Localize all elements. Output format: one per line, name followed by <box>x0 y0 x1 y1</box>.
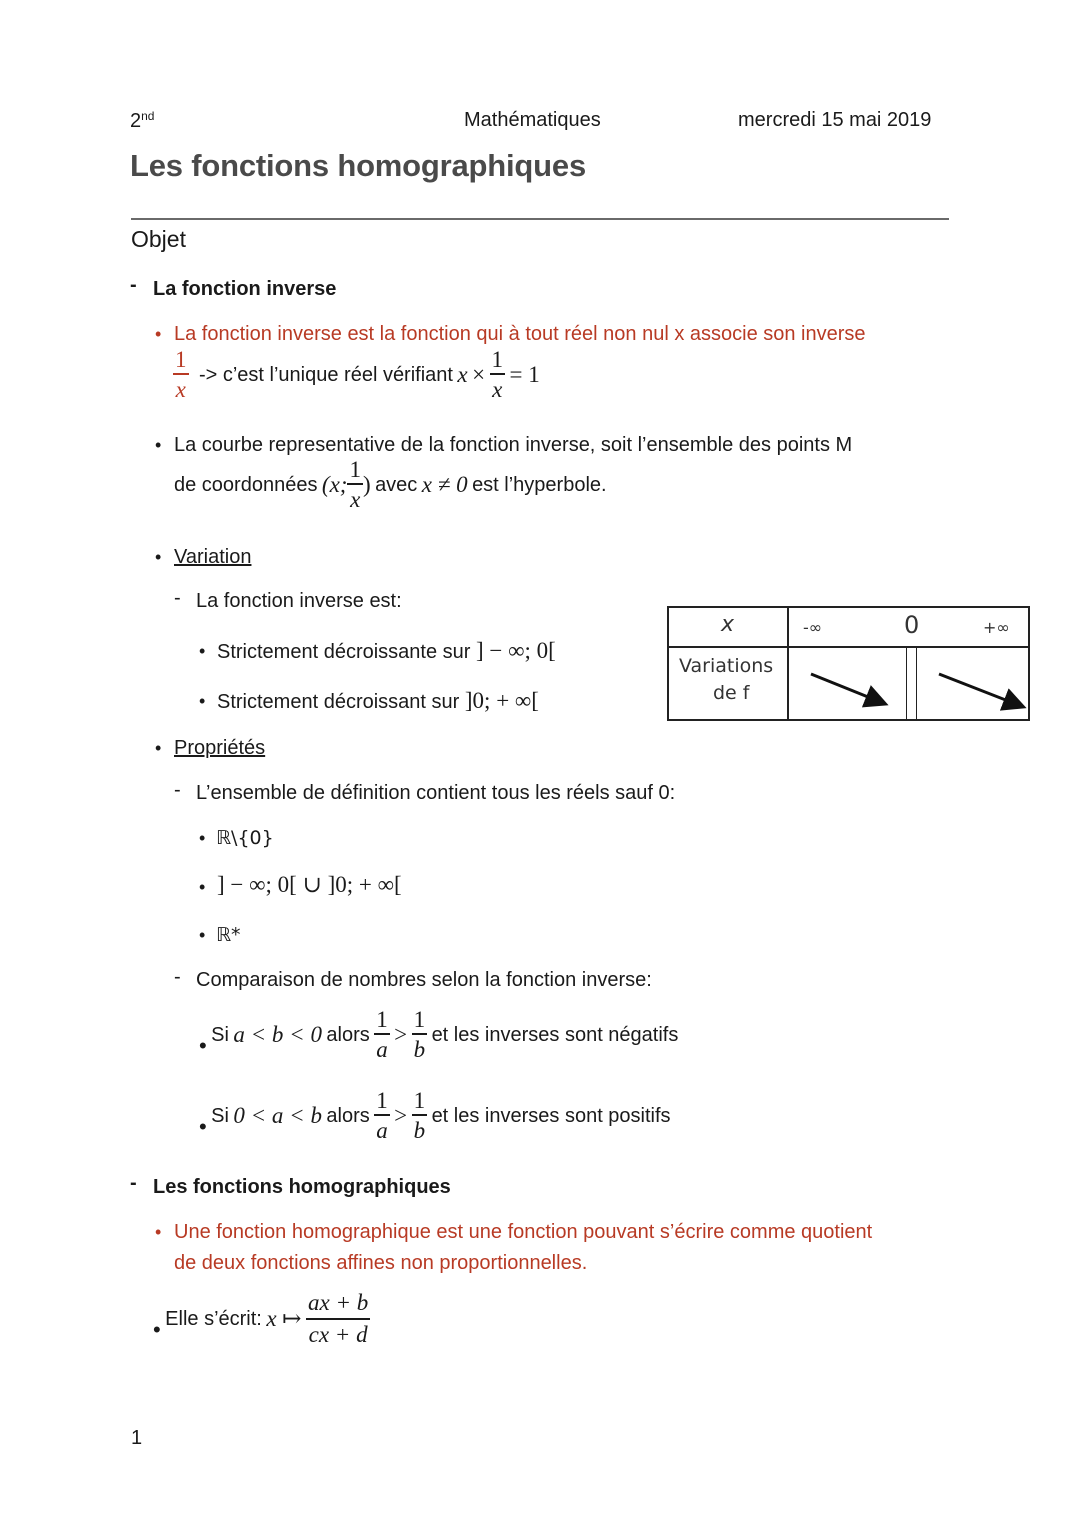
variation-table <box>667 606 1030 721</box>
page-title: Les fonctions homographiques <box>130 148 586 183</box>
table-zero: 0 <box>904 611 920 639</box>
table-variations-label: Variations <box>679 655 774 677</box>
table-minus-inf: -∞ <box>803 618 823 637</box>
curve-coordinates-line: de coordonnées (x; $\frac{1}{x}$ ) avec x ≠ 0 est l’hyperbole. <box>174 457 607 512</box>
fraction-1-over-x: $\frac{1}{x}$ <box>175 347 187 402</box>
fraction-1-over-x: $\frac{1}{x}$ <box>491 347 504 402</box>
table-x-label: x <box>721 612 735 637</box>
decreasing-arrow-icon <box>669 608 1032 723</box>
subject: Mathématiques <box>464 109 601 131</box>
comparison-positive: • Si 0 < a < b alors $\frac{1}{a}$ > $\frac{1}{b}$ et les inverses sont positifs <box>199 1088 671 1143</box>
table-plus-inf: +∞ <box>983 618 1010 637</box>
class-level: 2nd <box>130 109 155 132</box>
page-number: 1 <box>131 1427 143 1449</box>
comparison-negative: • Si a < b < 0 alors $\frac{1}{a}$ > $\frac{1}{b}$ et les inverses sont négatifs <box>199 1007 679 1062</box>
inverse-formula-line: $\frac{1}{x}$ -> c’est l’unique réel vérifiant x × $\frac{1}{x}$ = 1 <box>175 347 540 402</box>
dash-bullet: - <box>130 274 137 296</box>
homographic-form: • Elle s’écrit: x ↦ $\frac{ax + b}{cx + d}$ <box>153 1290 369 1347</box>
section-heading: Objet <box>131 226 186 252</box>
table-f-label: de f <box>713 682 750 704</box>
date: mercredi 15 mai 2019 <box>738 109 932 131</box>
divider <box>131 218 949 220</box>
fraction-1-over-x: $\frac{1}{x}$ <box>349 457 361 512</box>
